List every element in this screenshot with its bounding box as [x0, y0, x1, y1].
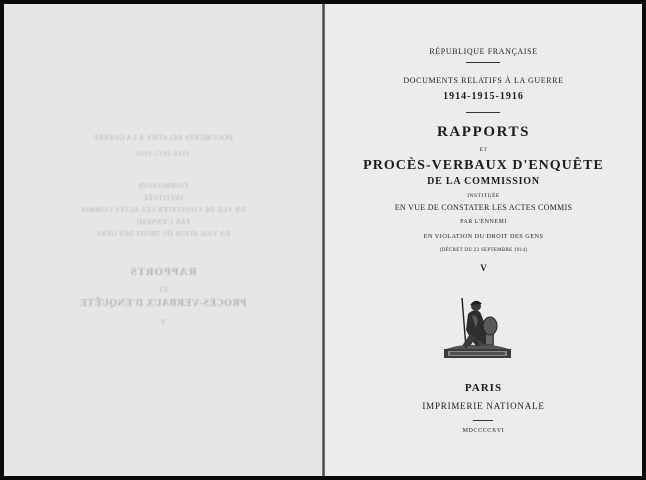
- ghost-line: V: [160, 318, 166, 326]
- violation-text: EN VIOLATION DU DROIT DES GENS: [423, 233, 544, 240]
- ghost-line: EN VIOLATION DU DROIT DES GENS: [96, 230, 230, 238]
- proces-verbaux-title: PROCÈS-VERBAUX D'ENQUÊTE: [363, 158, 604, 173]
- ghost-line: ET: [158, 286, 168, 294]
- constater-text: EN VUE DE CONSTATER LES ACTES COMMIS: [394, 203, 573, 212]
- book-spread: [4, 4, 642, 476]
- ghost-line: PAR L'ENNEMI: [136, 218, 190, 226]
- bleed-through-text: [4, 4, 322, 476]
- years-heading: 1914-1915-1916: [443, 91, 524, 102]
- commission-title: DE LA COMMISSION: [427, 176, 540, 187]
- title-page: [325, 4, 642, 476]
- publication-date: MDCCCCXVI: [462, 428, 505, 434]
- ghost-line: DOCUMENTS RELATIFS À LA GUERRE: [93, 134, 233, 142]
- seated-figure-vignette-icon: [440, 294, 515, 362]
- divider: [466, 112, 500, 113]
- ghost-line: 1914-1915-1916: [136, 150, 190, 158]
- divider: [473, 420, 493, 421]
- printer-name: IMPRIMERIE NATIONALE: [422, 401, 545, 411]
- divider: [466, 62, 500, 63]
- left-page: [4, 4, 322, 476]
- ghost-line: RAPPORTS: [129, 266, 197, 278]
- volume-number: V: [480, 263, 487, 273]
- decree-text: (DÉCRET DU 23 SEPTEMBRE 1914): [439, 248, 528, 253]
- ghost-line: EN VUE DE CONSTATER LES ACTES COMMIS: [81, 206, 245, 214]
- ghost-line: INSTITUÉE: [142, 194, 184, 202]
- instituee-text: INSTITUÉE: [467, 193, 500, 199]
- ghost-line: COMMISSION: [138, 182, 188, 190]
- documents-heading: DOCUMENTS RELATIFS À LA GUERRE: [403, 76, 564, 85]
- republic-heading: RÉPUBLIQUE FRANÇAISE: [429, 47, 538, 56]
- rapports-title: RAPPORTS: [436, 124, 531, 140]
- ennemi-text: PAR L'ENNEMI: [460, 219, 507, 225]
- ghost-line: PROCÈS-VERBAUX D'ENQUÊTE: [79, 298, 247, 309]
- et-conjunction: ET: [479, 147, 488, 153]
- city-name: PARIS: [464, 382, 503, 394]
